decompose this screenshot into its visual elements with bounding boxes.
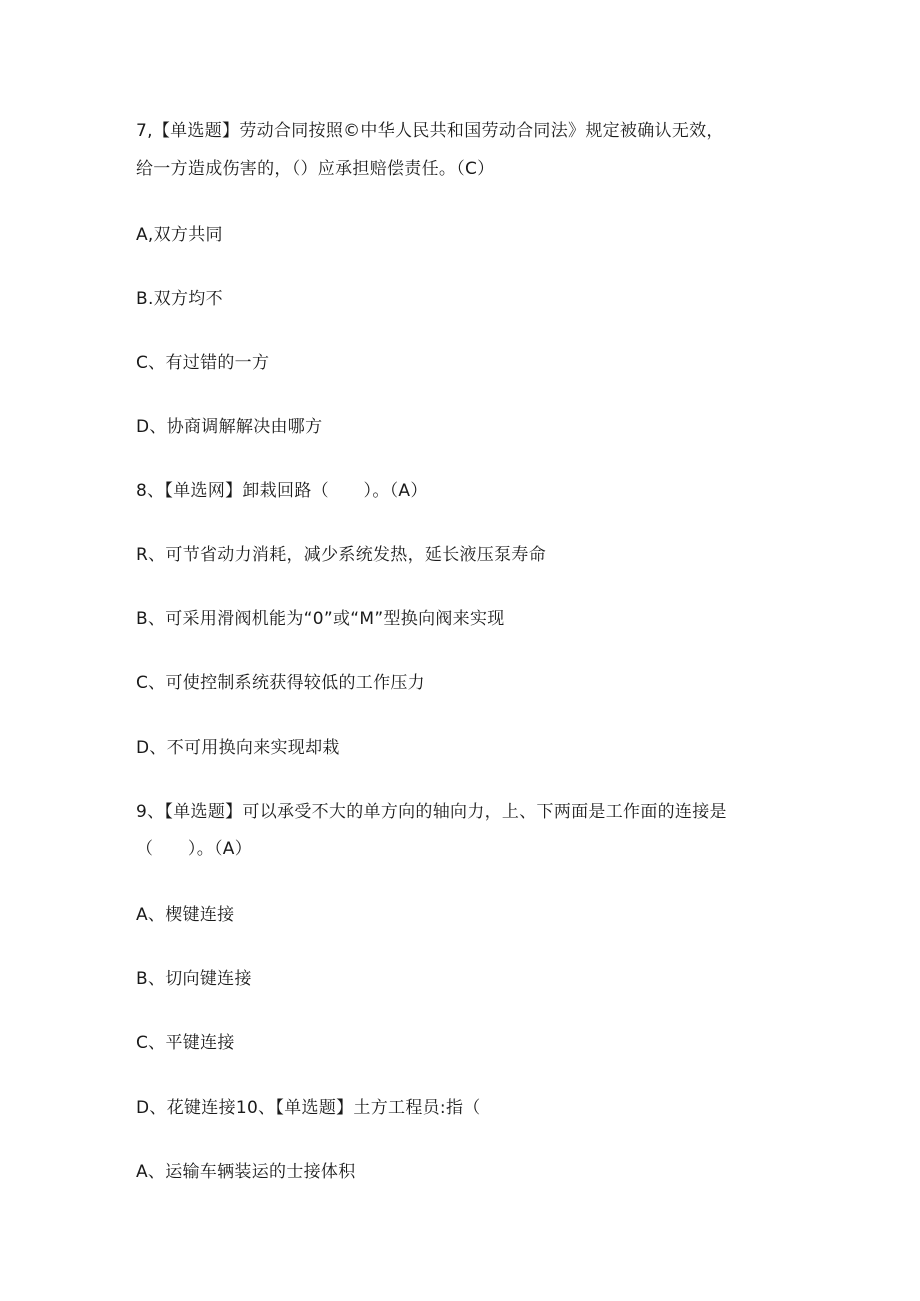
question-7-option-d: D、协商调解解决由哪方 [136,417,323,437]
question-9-option-d: D、花键连接10、【单选题】土方工程员:指（ [136,1098,481,1118]
question-8-option-c: C、可使控制系统获得较低的工作压力 [136,673,425,693]
question-9-stem-line-1: 9、【单选题】可以承受不大的单方向的轴向力，上、下两面是工作面的连接是 [136,802,727,822]
question-9-option-c: C、平键连接 [136,1033,235,1053]
question-10-option-a: A、运输车辆装运的士接体积 [136,1162,356,1182]
question-7-option-a: A,双方共同 [136,225,223,245]
question-8-option-b: B、可采用滑阀机能为“0”或“M”型换向阀来实现 [136,609,505,629]
question-8-option-d: D、不可用换向来实现却栽 [136,738,340,758]
question-9-option-a: A、楔键连接 [136,905,235,925]
question-7-option-b: B.双方均不 [136,289,223,309]
question-9-option-b: B、切向键连接 [136,969,252,989]
question-8-option-a: R、可节省动力消耗，减少系统发热，延长液压泵寿命 [136,545,547,565]
question-7-option-c: C、有过错的一方 [136,353,270,373]
question-7-stem-line-2: 给一方造成伤害的，（）应承担赔偿责任。（C） [136,159,495,179]
question-7-stem-line-1: 7,【单选题】劳动合同按照©中华人民共和国劳动合同法》规定被确认无效， [136,121,724,141]
question-9-stem-line-2: （ ）。（A） [136,839,253,859]
question-8-stem: 8、【单选网】卸栽回路（ ）。（A） [136,481,428,501]
